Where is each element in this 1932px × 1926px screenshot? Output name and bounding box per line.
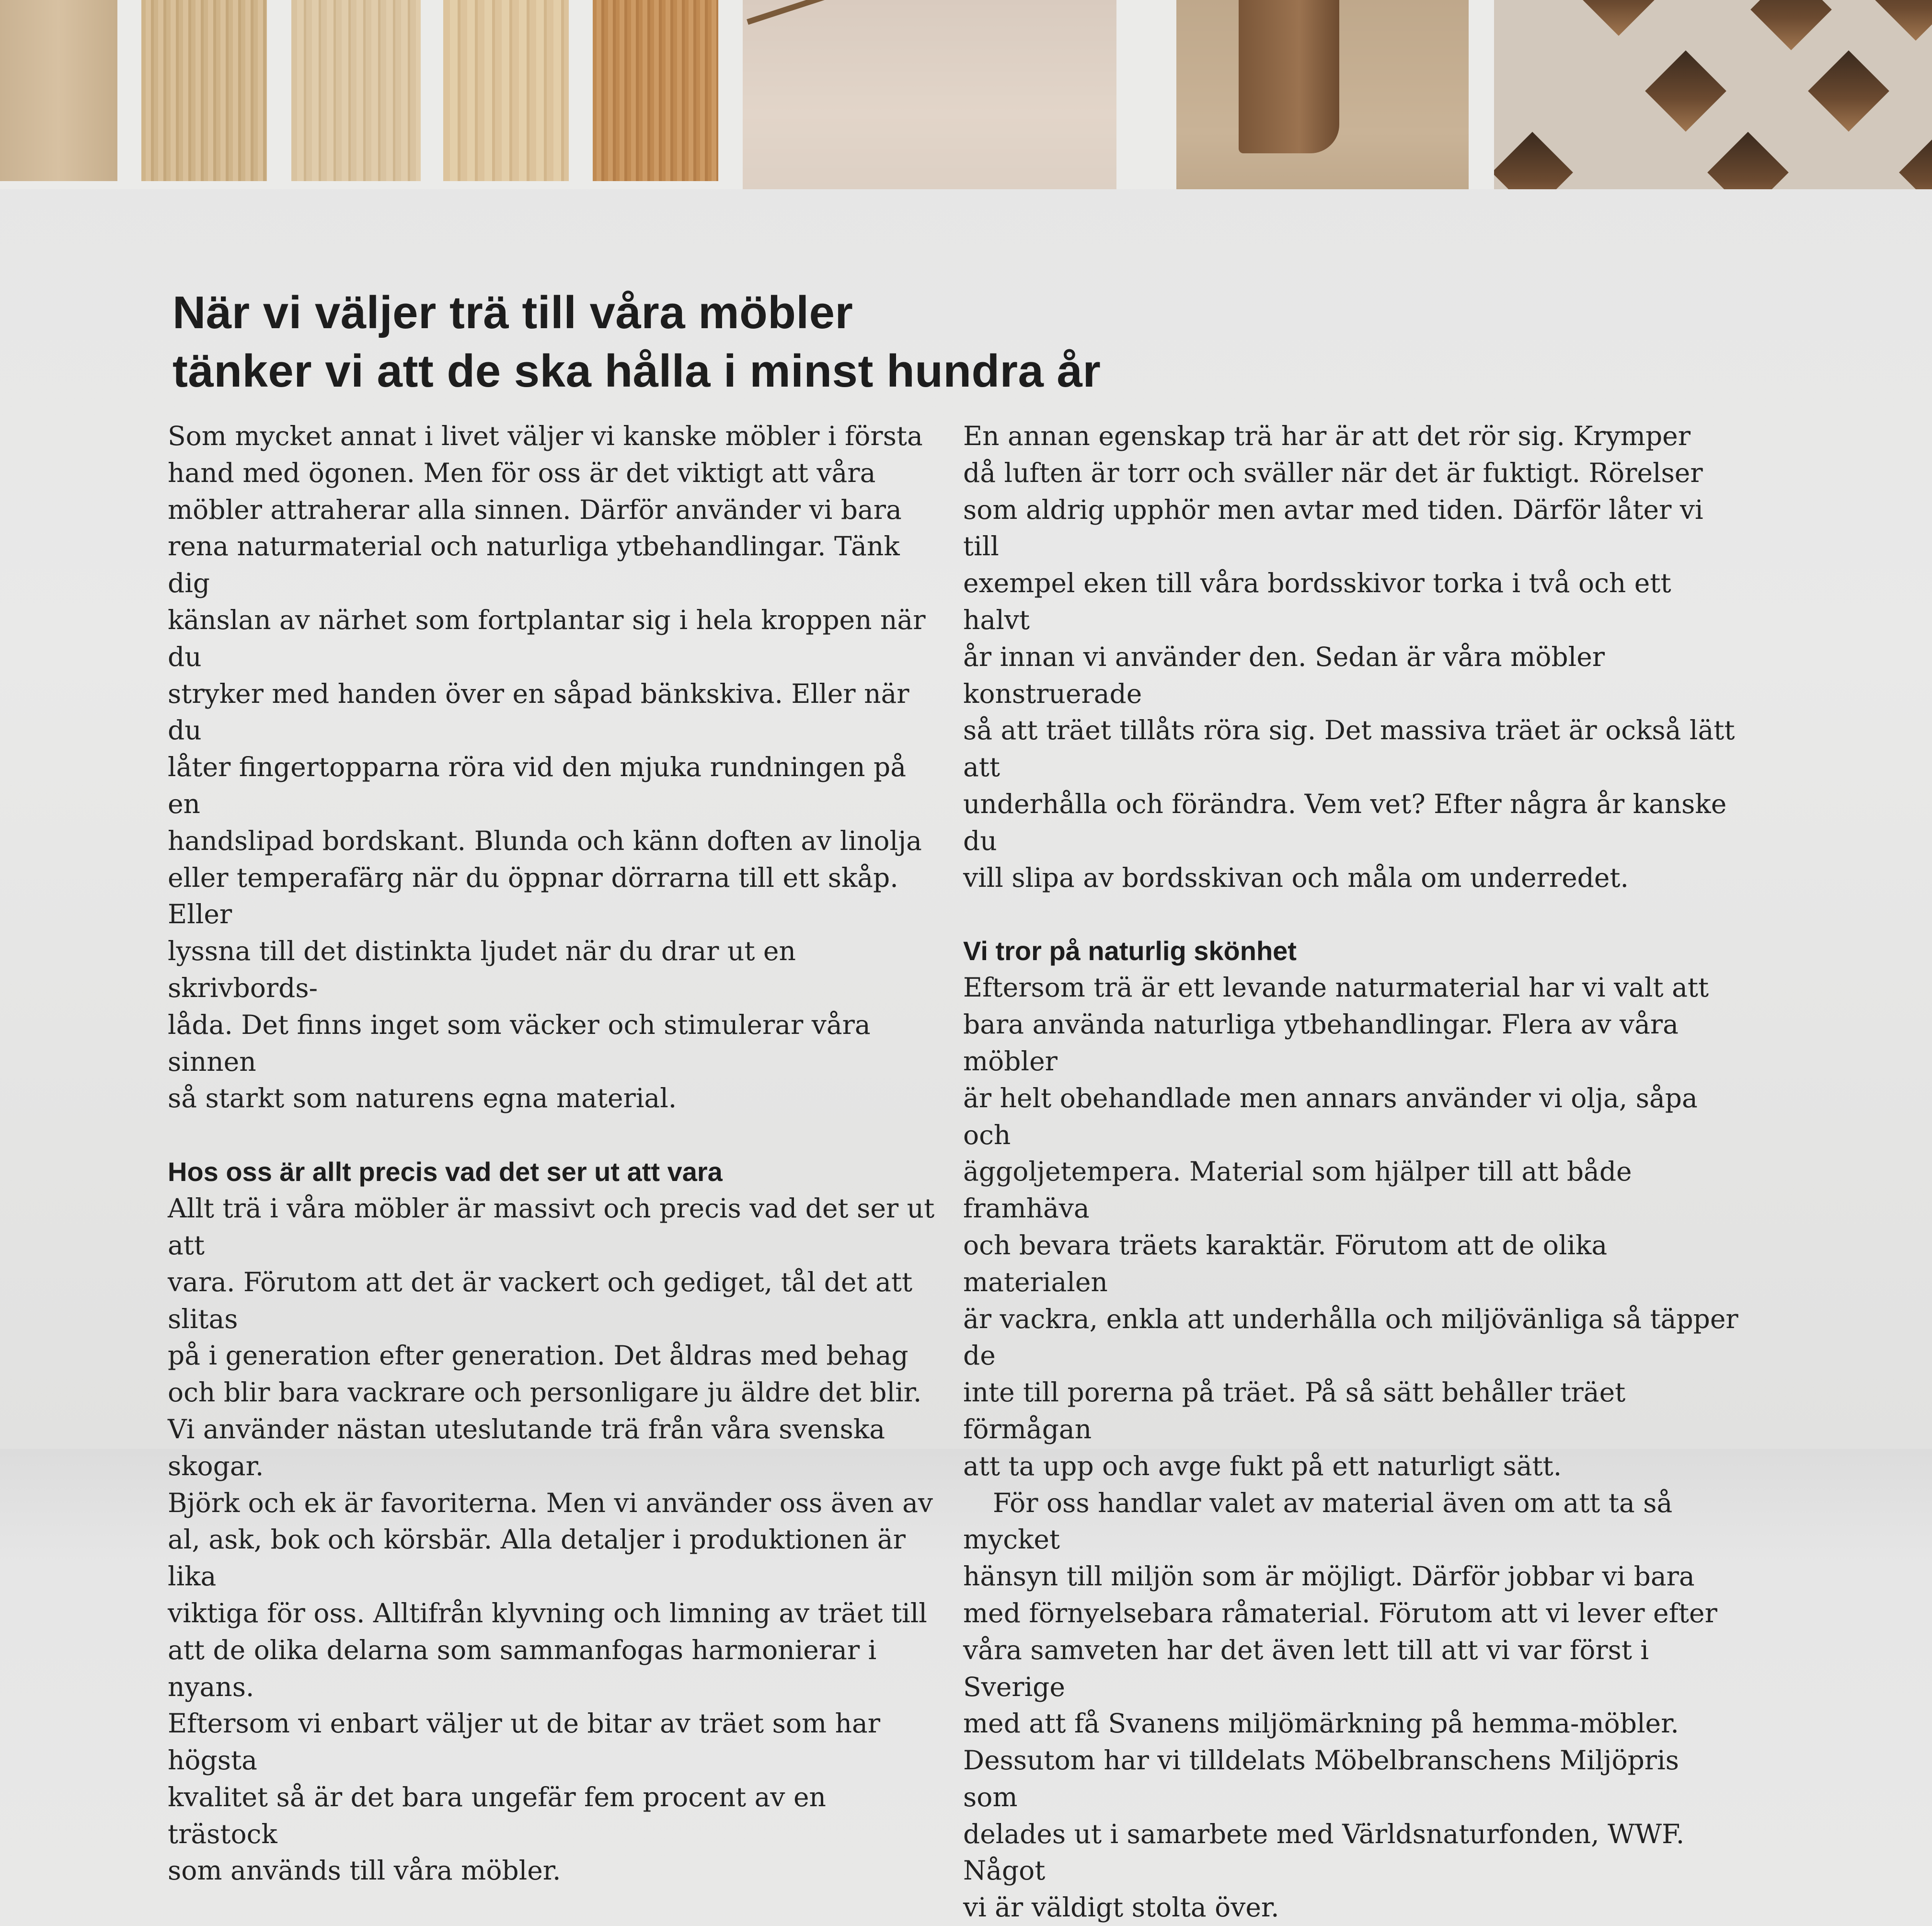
left-intro-paragraph: Som mycket annat i livet väljer vi kanske möbler i första hand med ögonen. Men för oss är det viktigt att våra möbler attraherar alla sinnen. Därför använder vi bara rena naturmaterial och naturliga ytbehandlingar. Tänk dig känslan av närhet som fortplantar sig i hela kroppen när du stryker med handen över en såpad bänkskiva. Eller när du låter fingertopparna röra vid den mjuka rundningen på en handslipad bordskant. Blunda och känn doften av linolja eller temperafärg när du öppnar dörrarna till ett skåp. Eller lyssna till det distinkta ljudet när du drar ut en skrivbords- låda. Det finns inget som väcker och stimulerar våra sinnen så starkt som naturens egna material. — [168, 421, 926, 1114]
title-line-1: När vi väljer trä till våra möbler — [172, 287, 853, 338]
page-title — [172, 284, 1101, 401]
right-column — [963, 418, 1739, 1926]
wood-sample-1 — [0, 0, 117, 181]
wood-sample-4 — [443, 0, 569, 181]
lattice-photo — [1494, 0, 1932, 189]
photo-strip — [0, 0, 1932, 189]
left-column — [168, 418, 944, 1889]
wood-sample-3 — [291, 0, 421, 181]
left-section-heading: Hos oss är allt precis vad det ser ut att vara — [168, 1157, 723, 1187]
right-section-heading: Vi tror på naturlig skönhet — [963, 936, 1297, 966]
furniture-photo-1 — [743, 0, 1116, 189]
wood-sample-5 — [593, 0, 718, 181]
right-body-paragraph-1: Eftersom trä är ett levande naturmaterial har vi valt att bara använda naturliga ytbehandlingar. Flera av våra möbler är helt obehandlade men annars använder vi olja, såpa och äggoljetempera. Material som hjälper till att både framhäva och bevara träets karaktär. Förutom att de olika materialen är vackra, enkla att underhålla och miljövänliga så täpper de inte till porerna på träet. På så sätt behåller träet förmågan att ta upp och avge fukt på ett naturligt sätt. — [963, 972, 1738, 1481]
show-through-texture — [163, 1374, 1917, 1427]
furniture-photo-2 — [1176, 0, 1469, 189]
right-intro-paragraph: En annan egenskap trä har är att det rör sig. Krymper då luften är torr och sväller när det är fuktigt. Rörelser som aldrig upphör men avtar med tiden. Därför låter vi till exempel eken till våra bordsskivor torka i två och ett halvt år innan vi använder den. Sedan är våra möbler konstruerade så att träet tillåts röra sig. Det massiva träet är också lätt att underhålla och förändra. Vem vet? Efter några år kanske du vill slipa av bordsskivan och måla om underredet. — [963, 421, 1735, 893]
title-line-2: tänker vi att de ska hålla i minst hundra år — [172, 345, 1101, 397]
right-body-paragraph-2: För oss handlar valet av material även om att ta så mycket hänsyn till miljön som är möjligt. Därför jobbar vi bara med förnyelsebara råmaterial. Förutom att vi lever efter våra samveten har det även lett till att vi var först i Sverige med att få Svanens miljömärkning på hemma-möbler. Dessutom har vi tilldelats Möbelbranschens Miljöpris som delades ut i samarbete med Världsnaturfonden, WWF. Något vi är väldigt stolta över. — [963, 1487, 1717, 1923]
left-body-paragraph: Allt trä i våra möbler är massivt och precis vad det ser ut att vara. Förutom att det är vackert och gediget, tål det att slitas på i generation efter generation. Det åldras med behag och blir bara vackrare och personligare ju äldre det blir. Vi använder nästan uteslutande trä från våra svenska skogar. Björk och ek är favoriterna. Men vi använder oss även av al, ask, bok och körsbär. Alla detaljer i produktionen är lika viktiga för oss. Alltifrån klyvning och limning av träet till att de olika delarna som sammanfogas harmonierar i nyans. Eftersom vi enbart väljer ut de bitar av träet som har högsta kvalitet så är det bara ungefär fem procent av en trästock som används till våra möbler. — [168, 1193, 935, 1886]
wood-sample-2 — [141, 0, 267, 181]
